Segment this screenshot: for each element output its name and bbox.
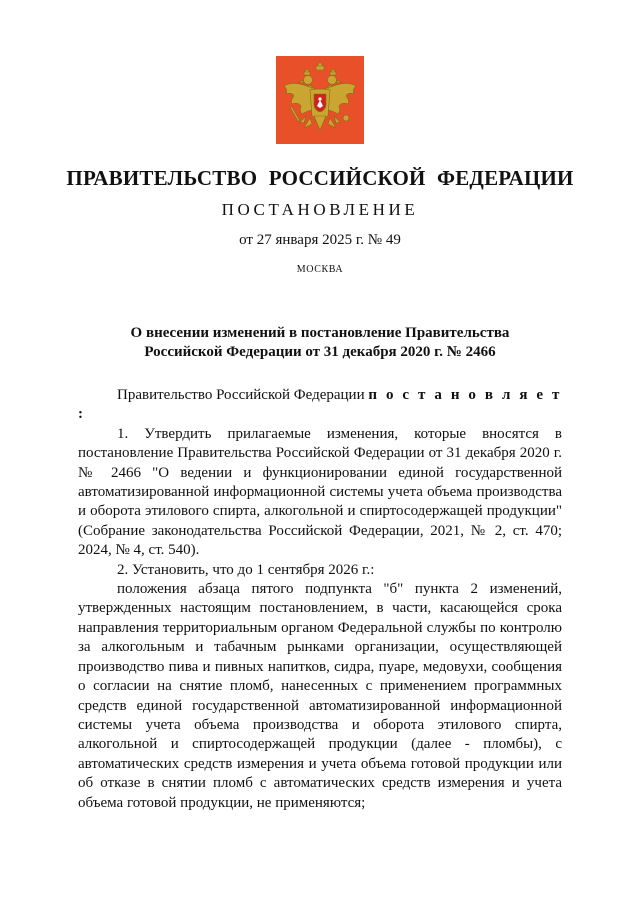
government-title: ПРАВИТЕЛЬСТВО РОССИЙСКОЙ ФЕДЕРАЦИИ: [66, 166, 574, 190]
decree-type: ПОСТАНОВЛЕНИЕ: [221, 200, 419, 219]
decree-city: МОСКВА: [296, 264, 344, 275]
preamble-verb: п о с т а н о в л я е т :: [78, 387, 562, 423]
preamble-paragraph: [78, 386, 562, 425]
item-1-paragraph: 1. Утвердить прилагаемые изменения, которые вносятся в постановление Правительства Российской Федерации от 31 декабря 2020 г. № 2466 "О ведении и функционировании единой государственной автоматизированной информационной системы учета объема производства и оборота этилового спирта, алкогольной и спиртосодержащей продукции" (Собрание законодательства Российской Федерации, 2021, № 2, ст. 470; 2024, № 4, ст. 540).: [78, 425, 562, 559]
item-2-paragraph: 2. Установить, что до 1 сентября 2026 г.:: [117, 561, 375, 578]
decree-date: от 27 января 2025 г. № 49: [239, 232, 401, 248]
item-2-subparagraph: положения абзаца пятого подпункта "б" пункта 2 изменений, утвержденных настоящим постановлением, в части, касающейся срока направления территориальным органом Федеральной службы по контролю за алкогольным и табачным рынками организации, осуществляющей производство пива и пивных напитков, сидра, пуаре, медовухи, сообщения о согласии на снятие пломб, нанесенных с применением программных средств единой государственной автоматизированной информационной системы учета объема производства и оборота этилового спирта, алкогольной и спиртосодержащей продукции (далее - пломбы), с автоматических средств измерения и учета объема готовой продукции или об отказе в снятии пломб с автоматических средств измерения и учета объема готовой продукции, не применяются;: [78, 581, 562, 811]
decree-subject-line-1: О внесении изменений в постановление Правительства: [130, 325, 510, 341]
decree-body: [78, 386, 562, 813]
decree-subject: [80, 324, 560, 362]
russian-coat-of-arms-icon: [276, 56, 364, 144]
decree-subject-line-2: Российской Федерации от 31 декабря 2020 г. № 2466: [144, 344, 496, 360]
preamble-subject: Правительство Российской Федерации: [117, 387, 369, 403]
